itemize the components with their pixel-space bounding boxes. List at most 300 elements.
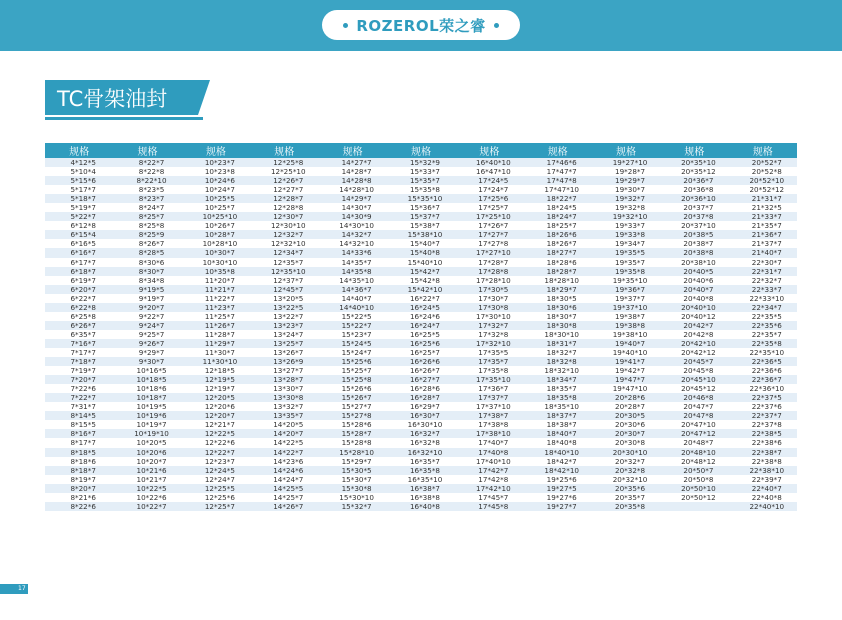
spec-cell: 21*40*7 — [729, 248, 797, 257]
spec-cell: 10*22*6 — [113, 493, 181, 502]
spec-cell: 12*25*6 — [182, 493, 250, 502]
table-row — [45, 466, 797, 475]
spec-cell: 19*38*8 — [592, 321, 660, 330]
spec-cell: 6*15*4 — [45, 230, 113, 239]
spec-cell: 6*19*7 — [45, 276, 113, 285]
spec-cell: 22*36*7 — [729, 375, 797, 384]
spec-cell: 13*27*7 — [250, 366, 318, 375]
spec-cell: 15*38*10 — [387, 230, 455, 239]
spec-cell: 11*25*7 — [182, 312, 250, 321]
spec-cell: 20*48*7 — [660, 438, 728, 447]
spec-cell: 15*42*10 — [387, 285, 455, 294]
table-row — [45, 303, 797, 312]
spec-cell: 20*45*7 — [660, 357, 728, 366]
table-row — [45, 285, 797, 294]
spec-cell: 17*25*6 — [455, 194, 523, 203]
spec-cell: 19*40*7 — [592, 339, 660, 348]
spec-cell: 13*23*7 — [250, 321, 318, 330]
spec-cell: 20*37*7 — [660, 203, 728, 212]
spec-cell: 8*22*6 — [45, 502, 113, 511]
table-row — [45, 221, 797, 230]
column-header: 规格 — [113, 143, 181, 158]
table-row — [45, 239, 797, 248]
column-header: 规格 — [387, 143, 455, 158]
spec-cell: 14*35*7 — [318, 258, 386, 267]
spec-cell: 14*24*6 — [250, 466, 318, 475]
spec-cell: 11*22*7 — [182, 294, 250, 303]
spec-cell: 9*20*7 — [113, 303, 181, 312]
spec-cell: 22*36*10 — [729, 384, 797, 393]
spec-cell: 17*47*7 — [524, 167, 592, 176]
spec-cell: 5*15*6 — [45, 176, 113, 185]
spec-cell: 19*35*10 — [592, 276, 660, 285]
spec-cell: 10*23*8 — [182, 167, 250, 176]
spec-cell: 13*26*7 — [250, 348, 318, 357]
spec-cell: 11*30*10 — [182, 357, 250, 366]
spec-cell: 21*31*7 — [729, 194, 797, 203]
spec-cell: 7*20*7 — [45, 375, 113, 384]
spec-cell: 17*30*5 — [455, 285, 523, 294]
spec-cell: 7*16*7 — [45, 339, 113, 348]
column-header: 规格 — [592, 143, 660, 158]
spec-cell: 22*40*7 — [729, 484, 797, 493]
spec-cell: 14*24*7 — [250, 475, 318, 484]
spec-cell: 16*38*7 — [387, 484, 455, 493]
spec-cell: 15*27*8 — [318, 411, 386, 420]
spec-cell: 20*40*6 — [660, 276, 728, 285]
spec-cell: 22*37*5 — [729, 393, 797, 402]
spec-cell: 5*18*7 — [45, 194, 113, 203]
spec-cell: 8*28*5 — [113, 248, 181, 257]
spec-cell: 14*40*7 — [318, 294, 386, 303]
spec-cell: 20*50*7 — [660, 466, 728, 475]
spec-cell: 8*16*7 — [45, 429, 113, 438]
spec-cell: 22*36*6 — [729, 366, 797, 375]
spec-cell: 18*30*5 — [524, 294, 592, 303]
spec-cell: 9*19*5 — [113, 285, 181, 294]
spec-cell: 8*25*7 — [113, 212, 181, 221]
spec-cell: 17*37*7 — [455, 393, 523, 402]
spec-cell: 12*22*5 — [182, 429, 250, 438]
spec-cell: 10*21*6 — [113, 466, 181, 475]
spec-cell: 14*30*10 — [318, 221, 386, 230]
spec-cell: 15*28*10 — [318, 448, 386, 457]
spec-cell: 16*47*10 — [455, 167, 523, 176]
spec-cell: 15*30*7 — [318, 475, 386, 484]
spec-cell: 12*19*7 — [182, 384, 250, 393]
spec-cell: 15*37*7 — [387, 212, 455, 221]
spec-cell: 20*30*6 — [592, 420, 660, 429]
spec-cell: 10*20*5 — [113, 438, 181, 447]
spec-cell: 15*35*7 — [387, 176, 455, 185]
spec-cell: 16*35*10 — [387, 475, 455, 484]
top-banner — [0, 0, 842, 51]
table-row — [45, 267, 797, 276]
spec-cell: 12*30*10 — [250, 221, 318, 230]
spec-cell: 5*22*7 — [45, 212, 113, 221]
spec-cell: 10*22*5 — [113, 484, 181, 493]
spec-cell: 10*25*10 — [182, 212, 250, 221]
table-row — [45, 475, 797, 484]
spec-cell: 8*18*7 — [45, 466, 113, 475]
spec-cell: 20*38*8 — [660, 248, 728, 257]
spec-cell: 17*24*7 — [455, 185, 523, 194]
spec-cell: 20*35*10 — [660, 158, 728, 167]
spec-cell: 14*20*7 — [250, 429, 318, 438]
spec-cell: 22*32*7 — [729, 276, 797, 285]
spec-cell: 20*35*6 — [592, 484, 660, 493]
spec-cell: 14*27*7 — [318, 158, 386, 167]
spec-cell: 18*31*7 — [524, 339, 592, 348]
table-row — [45, 429, 797, 438]
spec-cell: 6*17*7 — [45, 258, 113, 267]
spec-cell: 15*22*7 — [318, 321, 386, 330]
spec-cell: 22*30*7 — [729, 258, 797, 267]
spec-cell: 7*22*6 — [45, 384, 113, 393]
spec-cell: 14*22*5 — [250, 438, 318, 447]
spec-cell: 7*19*7 — [45, 366, 113, 375]
spec-cell: 18*35*8 — [524, 393, 592, 402]
spec-cell: 11*20*7 — [182, 276, 250, 285]
spec-cell: 8*25*9 — [113, 230, 181, 239]
spec-cell: 18*38*7 — [524, 420, 592, 429]
spec-cell: 20*45*10 — [660, 375, 728, 384]
spec-cell: 7*18*7 — [45, 357, 113, 366]
spec-cell: 16*26*7 — [387, 366, 455, 375]
title-underline — [45, 117, 203, 120]
spec-cell: 15*28*8 — [318, 438, 386, 447]
spec-cell: 10*18*5 — [113, 375, 181, 384]
spec-cell: 6*18*7 — [45, 267, 113, 276]
spec-cell: 18*26*6 — [524, 230, 592, 239]
spec-cell: 19*37*7 — [592, 294, 660, 303]
spec-cell: 17*26*7 — [455, 221, 523, 230]
right-dot-icon — [494, 23, 499, 28]
spec-cell: 22*35*8 — [729, 339, 797, 348]
spec-cell: 15*23*7 — [318, 330, 386, 339]
spec-cell: 17*38*8 — [455, 420, 523, 429]
spec-cell: 15*32*9 — [387, 158, 455, 167]
spec-cell: 14*33*6 — [318, 248, 386, 257]
spec-cell: 21*33*7 — [729, 212, 797, 221]
table-row — [45, 384, 797, 393]
spec-cell: 14*22*7 — [250, 448, 318, 457]
spec-cell: 20*52*7 — [729, 158, 797, 167]
spec-cell: 15*40*7 — [387, 239, 455, 248]
spec-cell: 12*27*7 — [250, 185, 318, 194]
table-row — [45, 158, 797, 167]
spec-cell: 22*38*10 — [729, 466, 797, 475]
table-row — [45, 294, 797, 303]
spec-cell: 8*30*6 — [113, 258, 181, 267]
spec-cell: 11*30*7 — [182, 348, 250, 357]
spec-cell: 22*36*5 — [729, 357, 797, 366]
spec-cell: 19*47*7 — [592, 375, 660, 384]
spec-cell: 14*36*7 — [318, 285, 386, 294]
spec-cell: 13*25*7 — [250, 339, 318, 348]
spec-cell: 22*40*10 — [729, 502, 797, 511]
spec-cell: 17*32*7 — [455, 321, 523, 330]
spec-cell: 22*35*5 — [729, 312, 797, 321]
spec-cell: 16*25*6 — [387, 339, 455, 348]
table-row — [45, 493, 797, 502]
spec-cell: 17*30*7 — [455, 294, 523, 303]
spec-cell: 21*35*7 — [729, 221, 797, 230]
spec-cell: 19*27*5 — [524, 484, 592, 493]
table-row — [45, 366, 797, 375]
spec-cell — [660, 502, 728, 511]
spec-cell: 10*28*7 — [182, 230, 250, 239]
table-row — [45, 212, 797, 221]
spec-cell: 18*35*10 — [524, 402, 592, 411]
spec-cell: 17*27*10 — [455, 248, 523, 257]
spec-cell: 20*47*7 — [660, 402, 728, 411]
spec-cell: 22*34*7 — [729, 303, 797, 312]
spec-cell: 17*25*10 — [455, 212, 523, 221]
spec-cell: 15*30*8 — [318, 484, 386, 493]
spec-cell: 19*36*7 — [592, 285, 660, 294]
column-header: 规格 — [182, 143, 250, 158]
spec-cell: 20*42*7 — [660, 321, 728, 330]
spec-cell: 14*26*7 — [250, 502, 318, 511]
spec-cell: 22*38*7 — [729, 448, 797, 457]
spec-cell: 18*30*7 — [524, 312, 592, 321]
spec-cell: 17*42*8 — [455, 475, 523, 484]
spec-cell: 21*37*7 — [729, 239, 797, 248]
spec-cell: 16*29*7 — [387, 402, 455, 411]
spec-cell: 16*40*8 — [387, 502, 455, 511]
spec-cell: 20*36*8 — [660, 185, 728, 194]
spec-cell: 20*35*12 — [660, 167, 728, 176]
spec-cell: 13*24*7 — [250, 330, 318, 339]
spec-cell: 6*25*8 — [45, 312, 113, 321]
spec-cell: 17*45*7 — [455, 493, 523, 502]
spec-cell: 16*24*7 — [387, 321, 455, 330]
spec-cell: 20*30*8 — [592, 438, 660, 447]
spec-cell: 14*40*10 — [318, 303, 386, 312]
spec-cell: 18*32*7 — [524, 348, 592, 357]
spec-cell: 12*26*7 — [250, 176, 318, 185]
spec-cell: 18*42*10 — [524, 466, 592, 475]
spec-cell: 10*18*7 — [113, 393, 181, 402]
spec-cell: 14*35*8 — [318, 267, 386, 276]
spec-cell: 22*37*7 — [729, 411, 797, 420]
spec-cell: 8*21*6 — [45, 493, 113, 502]
spec-cell: 21*36*7 — [729, 230, 797, 239]
spec-cell: 15*26*6 — [318, 384, 386, 393]
spec-cell: 12*22*6 — [182, 438, 250, 447]
spec-cell: 17*40*10 — [455, 457, 523, 466]
table-row — [45, 484, 797, 493]
spec-cell: 6*35*7 — [45, 330, 113, 339]
table-row — [45, 411, 797, 420]
spec-cell: 19*33*8 — [592, 230, 660, 239]
spec-cell: 17*47*10 — [524, 185, 592, 194]
spec-cell: 18*25*7 — [524, 221, 592, 230]
spec-cell: 18*40*10 — [524, 448, 592, 457]
spec-cell: 16*32*8 — [387, 438, 455, 447]
spec-cell: 19*40*10 — [592, 348, 660, 357]
spec-cell: 15*42*7 — [387, 267, 455, 276]
spec-cell: 17*38*7 — [455, 411, 523, 420]
spec-cell: 16*28*6 — [387, 384, 455, 393]
column-header: 规格 — [524, 143, 592, 158]
spec-cell: 20*47*12 — [660, 429, 728, 438]
table-row — [45, 375, 797, 384]
spec-cell: 6*12*8 — [45, 221, 113, 230]
spec-cell: 10*19*10 — [113, 429, 181, 438]
spec-cell: 14*28*7 — [318, 167, 386, 176]
spec-cell: 15*33*7 — [387, 167, 455, 176]
spec-cell: 20*40*10 — [660, 303, 728, 312]
spec-cell: 20*46*8 — [660, 393, 728, 402]
spec-cell: 19*29*7 — [592, 176, 660, 185]
spec-cell: 12*32*7 — [250, 230, 318, 239]
spec-cell: 15*28*7 — [318, 429, 386, 438]
spec-cell: 14*30*7 — [318, 203, 386, 212]
spec-cell: 19*28*7 — [592, 167, 660, 176]
spec-cell: 17*35*10 — [455, 375, 523, 384]
spec-cell: 20*38*7 — [660, 239, 728, 248]
spec-cell: 17*32*8 — [455, 330, 523, 339]
spec-cell: 16*25*7 — [387, 348, 455, 357]
spec-cell: 13*20*5 — [250, 294, 318, 303]
spec-cell: 20*52*12 — [729, 185, 797, 194]
spec-cell: 8*15*5 — [45, 420, 113, 429]
spec-cell: 18*28*6 — [524, 258, 592, 267]
spec-cell: 16*25*5 — [387, 330, 455, 339]
spec-cell: 18*30*8 — [524, 321, 592, 330]
table-row — [45, 438, 797, 447]
spec-cell: 12*20*6 — [182, 402, 250, 411]
spec-cell: 17*37*10 — [455, 402, 523, 411]
spec-cell: 20*32*10 — [592, 475, 660, 484]
spec-cell: 8*18*5 — [45, 448, 113, 457]
brand-name: ROZEROL荣之睿 — [356, 16, 486, 35]
spec-cell: 6*22*8 — [45, 303, 113, 312]
spec-cell: 17*42*7 — [455, 466, 523, 475]
spec-cell: 19*47*10 — [592, 384, 660, 393]
spec-cell: 17*28*10 — [455, 276, 523, 285]
spec-cell: 17*28*8 — [455, 267, 523, 276]
page-number: 17 — [0, 584, 28, 594]
spec-cell: 12*45*7 — [250, 285, 318, 294]
spec-cell: 10*35*8 — [182, 267, 250, 276]
spec-cell: 22*31*7 — [729, 267, 797, 276]
spec-cell: 19*38*7 — [592, 312, 660, 321]
spec-cell: 16*22*7 — [387, 294, 455, 303]
spec-cell: 16*24*6 — [387, 312, 455, 321]
table-row — [45, 176, 797, 185]
table-body — [45, 158, 797, 511]
table-row — [45, 312, 797, 321]
spec-cell: 5*17*7 — [45, 185, 113, 194]
spec-cell: 15*35*10 — [387, 194, 455, 203]
table-row — [45, 448, 797, 457]
spec-cell: 12*25*8 — [250, 158, 318, 167]
spec-cell: 15*26*7 — [318, 393, 386, 402]
spec-cell: 12*22*7 — [182, 448, 250, 457]
spec-cell: 22*33*7 — [729, 285, 797, 294]
spec-cell: 13*22*7 — [250, 312, 318, 321]
spec-cell: 15*40*8 — [387, 248, 455, 257]
spec-cell: 10*30*10 — [182, 258, 250, 267]
spec-cell: 20*45*12 — [660, 384, 728, 393]
column-header: 规格 — [45, 143, 113, 158]
spec-cell: 20*30*7 — [592, 429, 660, 438]
spec-cell: 15*29*7 — [318, 457, 386, 466]
spec-cell: 19*38*10 — [592, 330, 660, 339]
spec-cell: 14*25*5 — [250, 484, 318, 493]
spec-cell: 10*20*6 — [113, 448, 181, 457]
spec-cell: 15*40*10 — [387, 258, 455, 267]
table-row — [45, 357, 797, 366]
spec-cell: 11*28*7 — [182, 330, 250, 339]
spec-cell: 13*32*7 — [250, 402, 318, 411]
spec-cell: 7*17*7 — [45, 348, 113, 357]
spec-cell: 18*28*10 — [524, 276, 592, 285]
spec-cell: 12*30*7 — [250, 212, 318, 221]
spec-cell: 16*28*7 — [387, 393, 455, 402]
spec-cell: 20*28*6 — [592, 393, 660, 402]
spec-cell: 19*27*10 — [592, 158, 660, 167]
spec-cell: 15*25*6 — [318, 357, 386, 366]
spec-cell: 17*40*8 — [455, 448, 523, 457]
spec-cell: 14*28*10 — [318, 185, 386, 194]
spec-cell: 15*28*6 — [318, 420, 386, 429]
spec-cell: 20*48*10 — [660, 448, 728, 457]
spec-cell: 10*26*7 — [182, 221, 250, 230]
spec-cell: 16*35*8 — [387, 466, 455, 475]
spec-cell: 16*35*7 — [387, 457, 455, 466]
spec-cell: 15*42*8 — [387, 276, 455, 285]
spec-cell: 8*30*7 — [113, 267, 181, 276]
spec-cell: 10*19*5 — [113, 402, 181, 411]
spec-cell: 15*32*7 — [318, 502, 386, 511]
spec-cell: 20*28*7 — [592, 402, 660, 411]
column-header: 规格 — [660, 143, 728, 158]
spec-cell: 19*34*7 — [592, 239, 660, 248]
spec-cell: 14*20*5 — [250, 420, 318, 429]
spec-cell: 10*21*7 — [113, 475, 181, 484]
spec-cell: 12*23*7 — [182, 457, 250, 466]
spec-cell: 20*35*7 — [592, 493, 660, 502]
spec-cell: 15*36*7 — [387, 203, 455, 212]
spec-cell: 14*32*7 — [318, 230, 386, 239]
spec-cell: 22*40*8 — [729, 493, 797, 502]
spec-cell: 22*39*7 — [729, 475, 797, 484]
spec-cell: 18*24*5 — [524, 203, 592, 212]
spec-cell: 12*20*7 — [182, 411, 250, 420]
spec-cell: 20*47*8 — [660, 411, 728, 420]
spec-cell: 17*42*10 — [455, 484, 523, 493]
spec-cell: 17*38*10 — [455, 429, 523, 438]
spec-cell: 10*22*7 — [113, 502, 181, 511]
spec-cell: 9*26*7 — [113, 339, 181, 348]
spec-cell: 10*19*6 — [113, 411, 181, 420]
spec-cell: 12*35*10 — [250, 267, 318, 276]
spec-cell: 20*37*8 — [660, 212, 728, 221]
spec-cell: 19*27*7 — [524, 502, 592, 511]
spec-cell: 15*30*10 — [318, 493, 386, 502]
spec-cell: 15*25*7 — [318, 366, 386, 375]
spec-cell: 17*35*8 — [455, 366, 523, 375]
spec-cell: 20*38*10 — [660, 258, 728, 267]
spec-cell: 19*35*7 — [592, 258, 660, 267]
brand-logo — [322, 10, 520, 40]
spec-cell: 20*37*10 — [660, 221, 728, 230]
spec-cell: 22*37*8 — [729, 420, 797, 429]
